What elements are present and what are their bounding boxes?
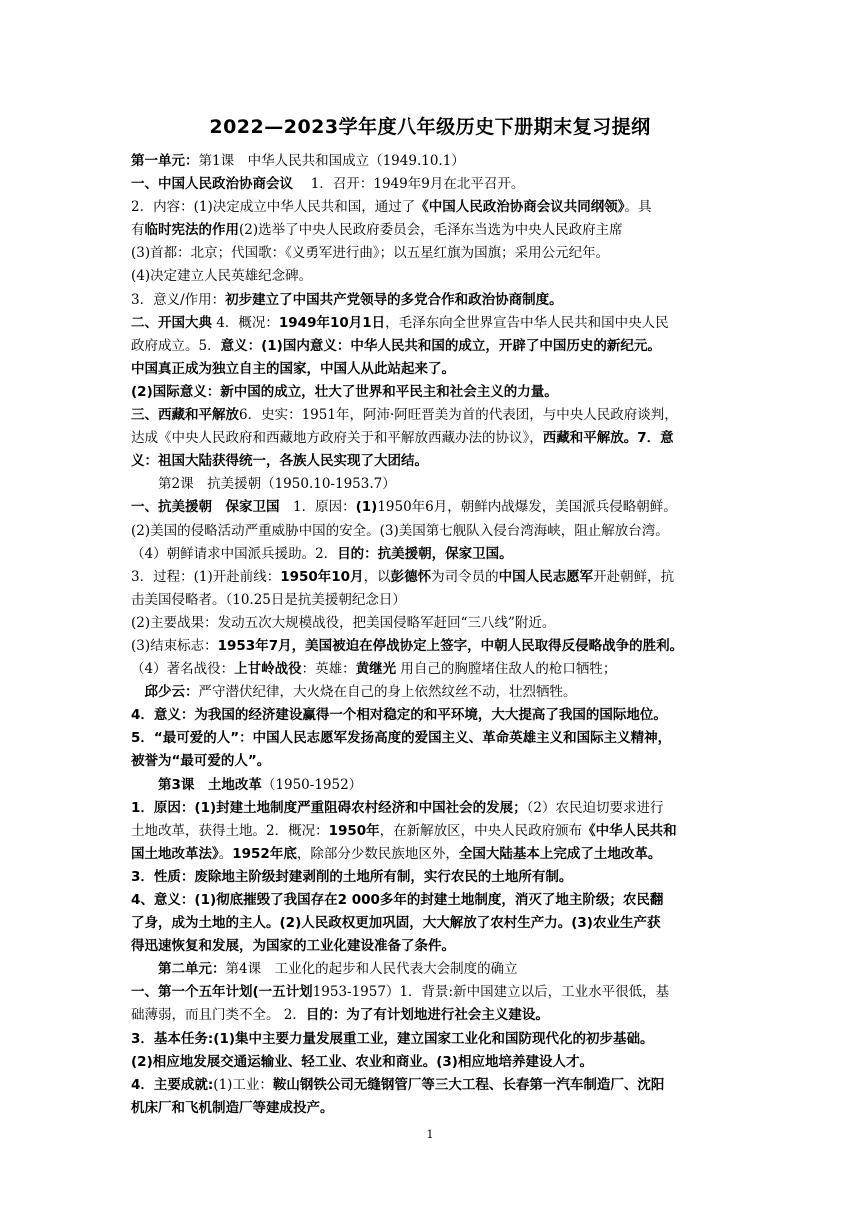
text: (3)首都：北京；代国歌：《义勇军进行曲》；以五星红旗为国旗；采用公元纪年。 [131, 245, 610, 262]
text-line [131, 612, 733, 635]
bold-text: 机床厂和飞机制造厂等建成投产。 [131, 1099, 334, 1116]
bold-text: 《中华人民共和 [582, 822, 677, 839]
text: 础薄弱，而且门类不全。 2． [131, 1007, 306, 1024]
bold-text: 1．原因：(1)封建土地制度严重阻碍农村经济和中国社会的发展； [131, 799, 527, 816]
bold-text: 目的：抗美援朝，保家卫国。 [337, 545, 513, 562]
text-line [131, 358, 733, 381]
text-line [131, 958, 733, 981]
text: 6．史实：1951年，阿沛·阿旺晋美为首的代表团，与中央人民政府谈判， [239, 407, 678, 424]
text-line [131, 843, 733, 866]
text: 3．意义/作用： [131, 291, 226, 308]
bold-text: 《中国人民政治协商会议共同纲领》 [415, 199, 625, 216]
bold-text: 了身，成为土地的主人。(2)人民政权更加巩固，大大解放了农村生产力。(3)农业生产获 [131, 915, 661, 932]
text-line [131, 381, 733, 404]
text-line [131, 774, 733, 797]
bold-text: 初步建立了中国共产党领导的多党合作和政治协商制度。 [225, 291, 563, 308]
bold-text: 第一单元： [131, 153, 199, 169]
text-line [131, 727, 733, 750]
text-line [131, 173, 733, 196]
text: 1953-1957）1．背景:新中国建立以后，工业水平很低，基 [312, 984, 670, 1001]
text: (2)选举了中央人民政府委员会，毛泽东当选为中央人民政府主席 [239, 222, 623, 239]
text-line [131, 1074, 733, 1097]
text-line [131, 658, 733, 681]
bold-text: 3．性质：废除地主阶级封建剥削的土地所有制，实行农民的土地所有制。 [131, 868, 573, 885]
text: 第4课 工业化的起步和人民代表大会制度的确立 [225, 961, 518, 978]
text-line [131, 312, 733, 335]
bold-text: 一、抗美援朝 保家卫国 [131, 499, 280, 516]
text: 。 [218, 845, 233, 862]
bold-text: 黄继光 [355, 661, 397, 678]
text: 。具 [624, 199, 652, 216]
text-line [131, 1004, 733, 1027]
text: 为司令员的 [431, 568, 499, 585]
text-line [131, 589, 733, 612]
text: (4)决定建立人民英雄纪念碑。 [131, 268, 313, 285]
text: 1．召开：1949年9月在北平召开。 [293, 176, 525, 193]
bold-text: 第二单元： [131, 961, 226, 978]
bold-text: 中国真正成为独立自主的国家，中国人从此站起来了。 [131, 360, 455, 377]
bold-text: 义：祖国大陆获得统一，各族人民实现了大团结。 [131, 453, 428, 470]
text: （4）著名战役： [131, 661, 235, 678]
text: 1．原因： [279, 499, 356, 516]
text-line [131, 912, 733, 935]
text-line [131, 520, 733, 543]
text: （4）朝鲜请求中国派兵援助。2． [131, 545, 338, 562]
text-line [131, 681, 733, 704]
text-line [131, 981, 733, 1004]
bold-text: (2)国际意义：新中国的成立，壮大了世界和平民主和社会主义的力量。 [131, 383, 558, 400]
text-line [131, 289, 733, 312]
text-line [131, 473, 733, 496]
page-number: 1 [426, 1128, 434, 1141]
bold-text: 第3课 土地改革 [131, 776, 262, 793]
text: 达成《中央人民政府和西藏地方政府关于和平解放西藏办法的协议》， [131, 430, 543, 447]
text: 有 [131, 222, 145, 239]
bold-text: 一、中国人民政治协商会议 [131, 176, 293, 193]
bold-text: 意义：(1)国内意义：中华人民共和国的成立，开辟了中国历史的新纪元。 [220, 337, 661, 354]
text-line [131, 404, 733, 427]
text-line [131, 1051, 733, 1074]
bold-text: 临时宪法的作用 [144, 222, 239, 239]
text: ，在新解放区，中央人民政府颁布 [379, 822, 583, 839]
bold-text: 鞍山钢铁公司无缝钢管厂等三大工程、长春第一汽车制造厂、沈阳 [272, 1076, 665, 1093]
text: 3．过程：(1)开赴前线： [131, 568, 281, 585]
text: (2)美国的侵略活动严重威胁中国的安全。(3)美国第七舰队入侵台湾海峡，阻止解放台湾。 [131, 522, 669, 539]
text: (1)工业： [213, 1076, 273, 1093]
text-line [131, 427, 733, 450]
text: 土地改革，获得土地。2．概况： [131, 822, 329, 839]
text-line [131, 219, 733, 242]
bold-text: 上甘岭战役 [234, 661, 302, 678]
bold-text: 三、西藏和平解放 [131, 407, 239, 424]
bold-text: (2)相应地发展交通运输业、轻工业、农业和商业。(3)相应地培养建设人才。 [131, 1053, 593, 1070]
text: 2．内容：(1)决定成立中华人民共和国，通过了 [131, 199, 416, 216]
bold-text: 1950年 [328, 822, 380, 839]
bold-text: 得迅速恢复和发展，为国家的工业化建设准备了条件。 [131, 938, 455, 955]
text: 击美国侵略者。（10.25日是抗美援朝纪念日） [131, 591, 406, 608]
bold-text: 目的：为了有计划地进行社会主义建设。 [305, 1007, 549, 1024]
text: ，除部分少数民族地区外， [296, 845, 459, 862]
text-line [131, 150, 733, 173]
bold-text: 4．意义：为我国的经济建设赢得一个相对稳定的和平环境，大大提高了我国的国际地位。 [131, 707, 667, 724]
text: (3)结束标志： [131, 637, 218, 654]
bold-text: 中国人民志愿军 [498, 568, 594, 585]
document-title: 2022—2023学年度八年级历史下册期末复习提纲 [209, 116, 651, 138]
text: ，以 [363, 568, 391, 585]
document-body [131, 150, 733, 1120]
text-line [131, 797, 733, 820]
bold-text: 西藏和平解放。7．意 [542, 430, 674, 447]
text-line [131, 704, 733, 727]
bold-text: 邱少云： [131, 684, 199, 701]
bold-text: 全国大陆基本上完成了土地改革。 [458, 845, 662, 862]
text-line [131, 635, 733, 658]
text: 用自己的胸膛堵住敌人的枪口牺牲； [396, 661, 617, 678]
bold-text: 5．“最可爱的人”：中国人民志愿军发扬高度的爱国主义、革命英雄主义和国际主义精神， [131, 730, 672, 747]
text-line [131, 242, 733, 265]
text: ：英雄： [301, 661, 356, 678]
text: 第2课 抗美援朝（1950.10-1953.7） [131, 476, 396, 493]
bold-text: 4．主要成就: [131, 1076, 214, 1093]
text-line [131, 566, 733, 589]
bold-text: 被誉为“最可爱的人”。 [131, 753, 271, 770]
text-line [131, 265, 733, 288]
bold-text: 1952年底 [232, 845, 297, 862]
text-line [131, 750, 733, 773]
text-line [131, 496, 733, 519]
text: 第1课 中华人民共和国成立（1949.10.1） [198, 153, 465, 169]
text: 政府成立。5． [131, 337, 221, 354]
bold-text: (1) [355, 499, 378, 516]
text-line [131, 889, 733, 912]
text: (2)主要战果：发动五次大规模战役，把美国侵略军赶回“三八线”附近。 [131, 614, 556, 631]
text-line [131, 1097, 733, 1120]
bold-text: 彭德怀 [390, 568, 432, 585]
text-line [131, 335, 733, 358]
bold-text: 3．基本任务:(1)集中主要力量发展重工业，建立国家工业化和国防现代化的初步基础。 [131, 1030, 654, 1047]
text-line [131, 1028, 733, 1051]
text: （1950-1952） [261, 776, 363, 793]
bold-text: 二、开国大典 [131, 314, 212, 331]
text-line [131, 866, 733, 889]
bold-text: 一、第一个五年计划(一五计划 [131, 984, 313, 1001]
text-line [131, 543, 733, 566]
text: 严守潜伏纪律，大火烧在自己的身上依然纹丝不动，壮烈牺牲。 [198, 684, 577, 701]
text: 开赴朝鲜，抗 [593, 568, 675, 585]
text-line [131, 450, 733, 473]
bold-text: 国土地改革法》 [131, 845, 219, 862]
text: 1950年6月，朝鲜内战爆发，美国派兵侵略朝鲜。 [377, 499, 677, 516]
text: ，毛泽东向全世界宣告中华人民共和国中央人民 [385, 314, 669, 331]
bold-text: 1949年10月1日 [278, 314, 386, 331]
bold-text: 4、意义：(1)彻底摧毁了我国存在2 000多年的封建土地制度，消灭了地主阶级；农民翻 [131, 892, 664, 908]
text-line [131, 196, 733, 219]
bold-text: 1953年7月，美国被迫在停战协定上签字，中朝人民取得反侵略战争的胜利。 [217, 637, 684, 654]
text-line [131, 820, 733, 843]
text: （2）农民迫切要求进行 [526, 799, 664, 816]
bold-text: 1950年10月 [280, 568, 364, 585]
text: 4．概况： [212, 314, 279, 331]
text-line [131, 935, 733, 958]
